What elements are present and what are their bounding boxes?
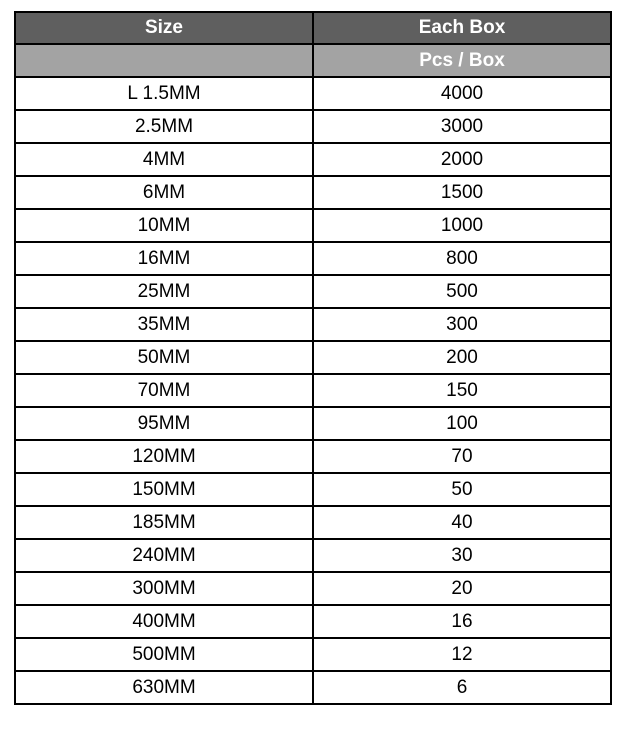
cell-pcs-per-box: 6 bbox=[313, 671, 611, 704]
table-row bbox=[15, 341, 611, 374]
table-row bbox=[15, 209, 611, 242]
cell-size: 2.5MM bbox=[15, 110, 313, 143]
table-header-row bbox=[15, 12, 611, 44]
cell-size: L 1.5MM bbox=[15, 77, 313, 110]
cell-size: 400MM bbox=[15, 605, 313, 638]
cell-size: 95MM bbox=[15, 407, 313, 440]
cell-size: 6MM bbox=[15, 176, 313, 209]
cell-pcs-per-box: 12 bbox=[313, 638, 611, 671]
cell-pcs-per-box: 50 bbox=[313, 473, 611, 506]
cell-pcs-per-box: 500 bbox=[313, 275, 611, 308]
cell-size: 300MM bbox=[15, 572, 313, 605]
table-row bbox=[15, 605, 611, 638]
cell-size: 4MM bbox=[15, 143, 313, 176]
header-each-box: Each Box bbox=[313, 12, 611, 44]
table-body bbox=[15, 77, 611, 704]
table-row bbox=[15, 374, 611, 407]
subheader-pcs-per-box: Pcs / Box bbox=[313, 44, 611, 77]
header-size: Size bbox=[15, 12, 313, 44]
table-row bbox=[15, 110, 611, 143]
cell-pcs-per-box: 30 bbox=[313, 539, 611, 572]
table-row bbox=[15, 638, 611, 671]
table-row bbox=[15, 506, 611, 539]
cell-size: 70MM bbox=[15, 374, 313, 407]
cell-pcs-per-box: 800 bbox=[313, 242, 611, 275]
table-row bbox=[15, 275, 611, 308]
cell-size: 185MM bbox=[15, 506, 313, 539]
cell-pcs-per-box: 16 bbox=[313, 605, 611, 638]
subheader-empty bbox=[15, 44, 313, 77]
table-row bbox=[15, 572, 611, 605]
cell-pcs-per-box: 4000 bbox=[313, 77, 611, 110]
table-row bbox=[15, 407, 611, 440]
table-row bbox=[15, 143, 611, 176]
cell-pcs-per-box: 200 bbox=[313, 341, 611, 374]
cell-pcs-per-box: 100 bbox=[313, 407, 611, 440]
packing-table bbox=[14, 11, 612, 705]
cell-size: 240MM bbox=[15, 539, 313, 572]
table-subheader-row bbox=[15, 44, 611, 77]
cell-pcs-per-box: 300 bbox=[313, 308, 611, 341]
table-row bbox=[15, 77, 611, 110]
cell-pcs-per-box: 1000 bbox=[313, 209, 611, 242]
table-row bbox=[15, 473, 611, 506]
cell-pcs-per-box: 20 bbox=[313, 572, 611, 605]
cell-size: 16MM bbox=[15, 242, 313, 275]
cell-pcs-per-box: 3000 bbox=[313, 110, 611, 143]
cell-pcs-per-box: 2000 bbox=[313, 143, 611, 176]
table-row bbox=[15, 671, 611, 704]
cell-size: 120MM bbox=[15, 440, 313, 473]
cell-pcs-per-box: 150 bbox=[313, 374, 611, 407]
cell-size: 500MM bbox=[15, 638, 313, 671]
cell-pcs-per-box: 70 bbox=[313, 440, 611, 473]
cell-size: 35MM bbox=[15, 308, 313, 341]
cell-size: 150MM bbox=[15, 473, 313, 506]
packing-table-container bbox=[14, 11, 610, 705]
table-row bbox=[15, 440, 611, 473]
table-row bbox=[15, 308, 611, 341]
cell-size: 10MM bbox=[15, 209, 313, 242]
cell-size: 25MM bbox=[15, 275, 313, 308]
table-row bbox=[15, 176, 611, 209]
table-row bbox=[15, 539, 611, 572]
cell-size: 50MM bbox=[15, 341, 313, 374]
cell-pcs-per-box: 40 bbox=[313, 506, 611, 539]
cell-pcs-per-box: 1500 bbox=[313, 176, 611, 209]
table-row bbox=[15, 242, 611, 275]
cell-size: 630MM bbox=[15, 671, 313, 704]
